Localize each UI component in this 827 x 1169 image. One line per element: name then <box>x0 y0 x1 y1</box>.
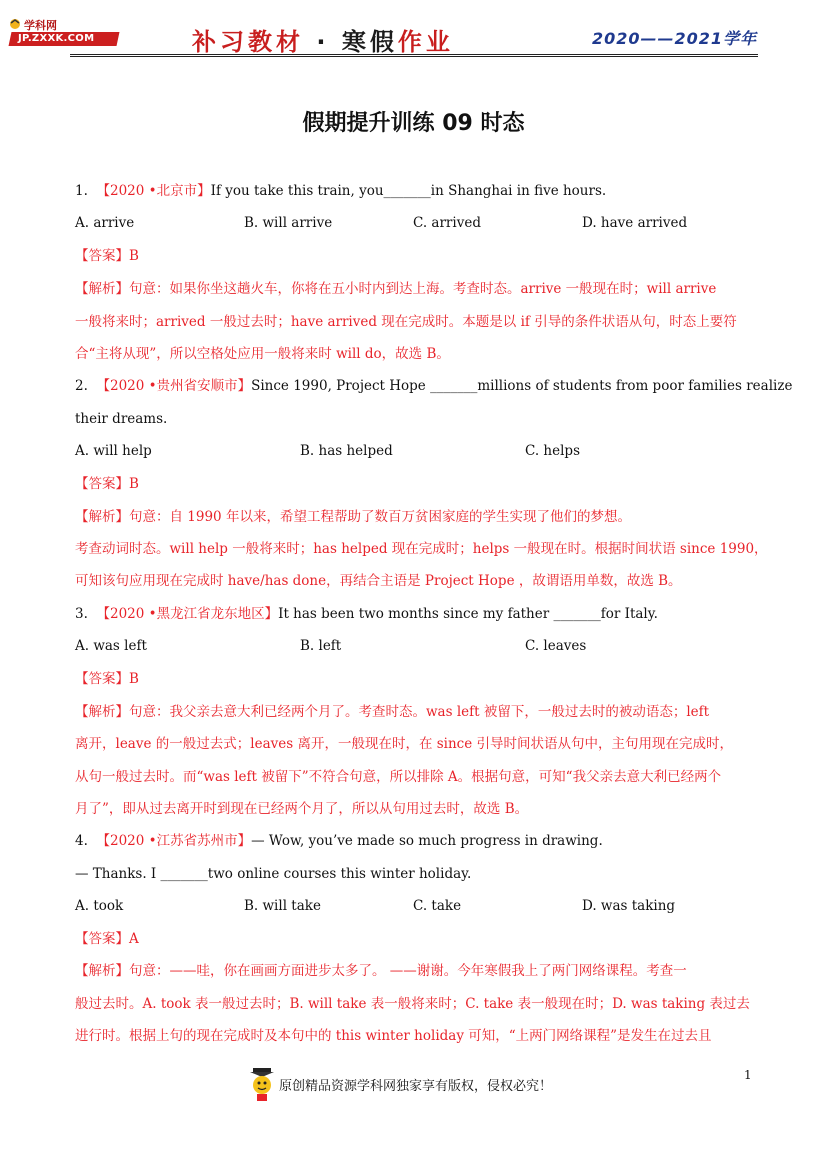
question-2-stem-cont: their dreams. <box>75 411 168 427</box>
option-c: C. arrived <box>413 215 481 231</box>
question-1-analysis-line: 合“主将从现”，所以空格处应用一般将来时 will do，故选 B。 <box>75 346 450 362</box>
question-1-analysis-line: 【解析】句意：如果你坐这趟火车，你将在五小时内到达上海。考查时态。arrive 一般现在时；will arrive <box>75 281 717 297</box>
question-2-analysis-line: 考查动词时态。will help 一般将来时；has helped 现在完成时；helps 一般现在时。根据时间状语 since 1990， <box>75 541 768 557</box>
header-title-part3: 作业 <box>397 28 454 56</box>
question-2-options <box>75 443 775 461</box>
header-rule <box>70 54 758 55</box>
option-d: D. was taking <box>582 898 676 914</box>
header-rule-2 <box>70 56 758 57</box>
option-b: B. will arrive <box>244 215 333 231</box>
question-source: 【2020 •北京市】 <box>96 183 211 199</box>
zxxk-logo <box>8 18 120 48</box>
option-c: C. leaves <box>525 638 587 654</box>
header-title-part2: 寒假 <box>341 28 398 56</box>
question-1-stem <box>75 182 606 200</box>
question-source: 【2020 •江苏省苏州市】 <box>96 833 252 849</box>
question-number: 2. <box>75 378 88 394</box>
question-3-analysis-line: 【解析】句意：我父亲去意大利已经两个月了。考查时态。was left 被留下，一般过去时的被动语态；left <box>75 704 710 720</box>
question-2-answer: 【答案】B <box>75 476 139 492</box>
question-3-stem <box>75 605 658 623</box>
copyright-notice: 原创精品资源学科网独家享有版权，侵权必究！ <box>279 1078 553 1094</box>
question-4-analysis-line: 【解析】句意：——哇，你在画画方面进步太多了。 ——谢谢。今年寒假我上了两门网络课程。考查一 <box>75 963 687 979</box>
header-title-dot: · <box>316 28 330 56</box>
option-a: A. was left <box>75 638 147 654</box>
logo-url: JP.ZXXK.COM <box>18 33 95 44</box>
question-text: — Wow, you’ve made so much progress in drawing. <box>251 833 603 849</box>
header-title <box>192 22 454 57</box>
option-a: A. will help <box>75 443 152 459</box>
mascot-icon <box>247 1066 277 1102</box>
page-number: 1 <box>744 1068 752 1082</box>
question-number: 3. <box>75 606 88 622</box>
question-3-analysis-line: 从句一般过去时。而“was left 被留下”不符合句意，所以排除 A。根据句意，可知“我父亲去意大利已经两个 <box>75 769 722 785</box>
option-b: B. will take <box>244 898 321 914</box>
option-c: C. take <box>413 898 462 914</box>
option-b: B. has helped <box>300 443 393 459</box>
question-3-options <box>75 638 775 656</box>
question-2-stem <box>75 377 792 395</box>
question-4-analysis-line: 般过去时。A. took 表一般过去时；B. will take 表一般将来时；C. take 表一般现在时；D. was taking 表过去 <box>75 996 750 1012</box>
question-number: 1. <box>75 183 88 199</box>
question-4-analysis-line: 进行时。根据上句的现在完成时及本句中的 this winter holiday 可知，“上两门网络课程”是发生在过去且 <box>75 1028 712 1044</box>
option-a: A. arrive <box>75 215 135 231</box>
header-title-part1: 补习教材 <box>192 28 304 56</box>
question-4-stem <box>75 832 603 850</box>
question-1-analysis-line: 一般将来时；arrived 一般过去时；have arrived 现在完成时。本题是以 if 引导的条件状语从句，时态上要符 <box>75 314 737 330</box>
option-c: C. helps <box>525 443 581 459</box>
question-4-options <box>75 898 775 916</box>
option-b: B. left <box>300 638 342 654</box>
logo-name: 学科网 <box>24 19 57 32</box>
question-1-answer: 【答案】B <box>75 248 139 264</box>
question-text: If you take this train, you_______in Shanghai in five hours. <box>210 183 607 199</box>
document-title: 假期提升训练 09 时态 <box>302 111 525 136</box>
question-number: 4. <box>75 833 88 849</box>
question-source: 【2020 •黑龙江省龙东地区】 <box>96 606 279 622</box>
option-d: D. have arrived <box>582 215 688 231</box>
footer <box>247 1066 552 1102</box>
question-text: It has been two months since my father _______for Italy. <box>278 606 658 622</box>
question-1-options <box>75 215 775 233</box>
question-4-stem-cont: — Thanks. I _______two online courses this winter holiday. <box>75 866 472 882</box>
question-2-analysis-line: 可知该句应用现在完成时 have/has done，再结合主语是 Project Hope ，故谓语用单数，故选 B。 <box>75 573 682 589</box>
question-4-answer: 【答案】A <box>75 931 139 947</box>
question-text: Since 1990, Project Hope _______millions of students from poor families realize <box>251 378 793 394</box>
option-a: A. took <box>75 898 124 914</box>
logo-mark-icon <box>8 18 22 32</box>
header-year: 2020——2021学年 <box>592 29 758 48</box>
question-source: 【2020 •贵州省安顺市】 <box>96 378 252 394</box>
question-2-analysis-line: 【解析】句意：自 1990 年以来，希望工程帮助了数百万贫困家庭的学生实现了他们的梦想。 <box>75 509 631 525</box>
question-3-analysis-line: 离开，leave 的一般过去式；leaves 离开，一般现在时，在 since 引导时间状语从句中，主句用现在完成时， <box>75 736 734 752</box>
question-3-answer: 【答案】B <box>75 671 139 687</box>
question-3-analysis-line: 月了”，即从过去离开时到现在已经两个月了，所以从句用过去时，故选 B。 <box>75 801 529 817</box>
